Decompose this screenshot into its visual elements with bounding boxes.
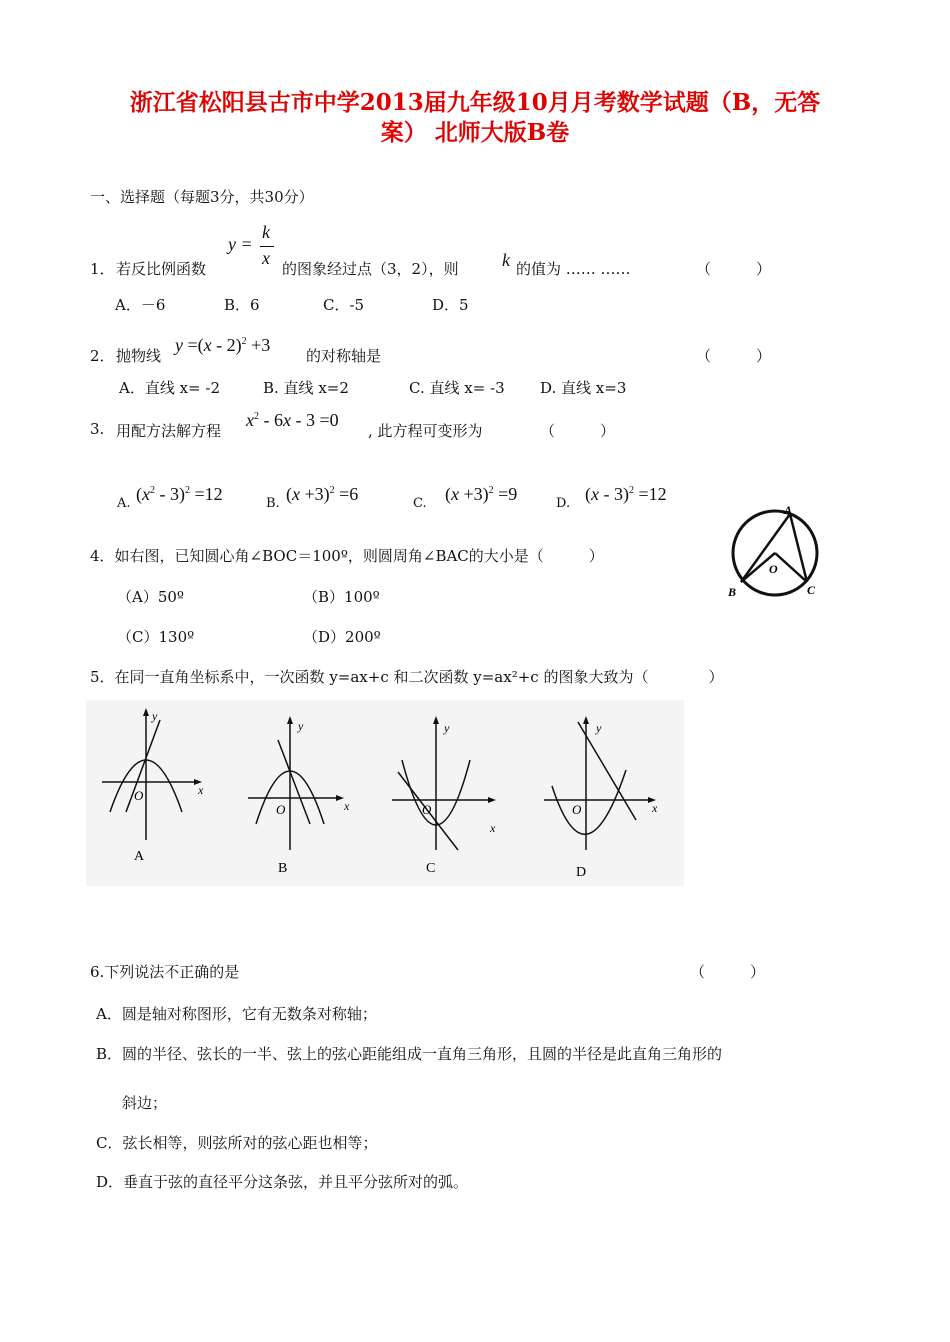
point-b-label: B: [728, 585, 737, 599]
graph-a-y-label: y: [152, 709, 158, 723]
graph-b-label: B: [278, 861, 288, 876]
q3-answer-paren: （ ）: [540, 422, 616, 440]
graph-d-label: D: [576, 865, 587, 880]
q3-formula: $x^2 - 6x - 3 =0$: [246, 410, 339, 430]
q3-number: 3.: [90, 420, 105, 438]
q3-option-c: $(x +3)^2 =9$: [445, 484, 518, 504]
q5-graphs-figure: [86, 700, 684, 886]
q3-text-post: , 此方程可变形为: [368, 422, 483, 440]
q3-option-c-label: C.: [413, 496, 427, 511]
q3-option-d-label: D.: [556, 496, 571, 511]
graph-a-label: A: [134, 849, 145, 864]
q2-text-pre: 抛物线: [116, 347, 162, 365]
q4-circle-figure: [722, 500, 830, 602]
q4-option-c: （C）130º: [117, 628, 195, 646]
q2-option-b: B. 直线 x=2: [263, 379, 349, 397]
q1-number: 1．: [90, 260, 115, 278]
q4-option-a: （A）50º: [117, 588, 184, 606]
graph-c-origin: O: [422, 802, 432, 817]
q6-option-c: C．弦长相等，则弦所对的弦心距也相等；: [96, 1134, 378, 1152]
q6-option-b-line1: B．圆的半径、弦长的一半、弦上的弦心距能组成一直角三角形，且圆的半径是此直角三角形的: [96, 1045, 723, 1063]
q2-formula: y =(x - 2)$^2$ +3: [175, 335, 271, 355]
q2-number: 2．: [90, 347, 115, 365]
q4-text: 4．如右图，已知圆心角∠BOC＝100º，则圆周角∠BAC的大小是（ ）: [90, 547, 604, 565]
q6-option-b-line2: 斜边；: [122, 1094, 168, 1112]
q3-option-a-label: A.: [117, 496, 131, 511]
q6-option-d: D．垂直于弦的直径平分这条弦，并且平分弦所对的弧。: [96, 1173, 469, 1191]
graph-a-x-label: x: [198, 783, 204, 797]
q1-formula-num: k: [262, 222, 270, 242]
q2-option-c: C. 直线 x= -3: [409, 379, 505, 397]
q1-option-d: D．5: [432, 296, 469, 314]
graph-b-y-label: y: [298, 719, 304, 733]
graph-b-origin: O: [276, 802, 286, 817]
graph-d-y-label: y: [596, 721, 602, 735]
q2-answer-paren: （ ）: [696, 347, 772, 365]
graph-b-x-label: x: [344, 799, 350, 813]
q1-fraction-bar: [260, 246, 274, 247]
graph-d-origin: O: [572, 802, 582, 817]
q2-option-d: D. 直线 x=3: [540, 379, 627, 397]
q1-formula-lhs: y =: [228, 234, 253, 254]
q1-option-c: C．-5: [323, 296, 365, 314]
q5-text: 5．在同一直角坐标系中，一次函数 y=ax+c 和二次函数 y=ax²+c 的图象大致为（ ）: [90, 668, 724, 686]
q6-text: 6.下列说法不正确的是: [90, 963, 240, 981]
q1-answer-paren: （ ）: [696, 260, 772, 278]
q6-answer-paren: （ ）: [690, 963, 766, 981]
q3-option-b-label: B.: [266, 496, 280, 511]
q3-text-pre: 用配方法解方程: [116, 422, 222, 440]
q1-text-post: 的值为 …… ……: [516, 260, 631, 278]
title-line-1: 浙江省松阳县古市中学2013届九年级10月月考数学试题（B，无答: [129, 89, 821, 116]
graph-c-x-label: x: [490, 821, 496, 835]
q3-option-b: $(x +3)^2 =6$: [286, 484, 359, 504]
q1-option-b: B．6: [224, 296, 260, 314]
q4-option-d: （D）200º: [303, 628, 381, 646]
graph-c-y-label: y: [444, 721, 450, 735]
q1-formula-den: x: [262, 248, 270, 268]
q1-text-mid: 的图象经过点（3，2），则: [282, 260, 459, 278]
q3-option-a: $(x^2 - 3)^2 =12$: [136, 484, 223, 504]
q4-option-b: （B）100º: [303, 588, 380, 606]
graph-d-x-label: x: [652, 801, 658, 815]
q2-text-post: 的对称轴是: [306, 347, 382, 365]
point-o-label: O: [769, 562, 778, 576]
section-heading: 一、选择题（每题3分，共30分）: [90, 188, 314, 206]
page-title: [60, 88, 890, 148]
point-a-label: A: [784, 503, 793, 517]
q1-text-pre: 若反比例函数: [116, 260, 207, 278]
q6-option-a: A．圆是轴对称图形，它有无数条对称轴；: [96, 1005, 377, 1023]
title-line-2: 案） 北师大版B卷: [380, 119, 570, 146]
graph-a-origin: O: [134, 788, 144, 803]
q2-option-a: A．直线 x= -2: [119, 379, 221, 397]
q3-option-d: (x - 3)$^2$ =12: [585, 484, 667, 504]
point-c-label: C: [807, 583, 816, 597]
q1-k: k: [502, 250, 510, 270]
graph-c-label: C: [426, 861, 436, 876]
q1-option-a: A．－6: [115, 296, 166, 314]
